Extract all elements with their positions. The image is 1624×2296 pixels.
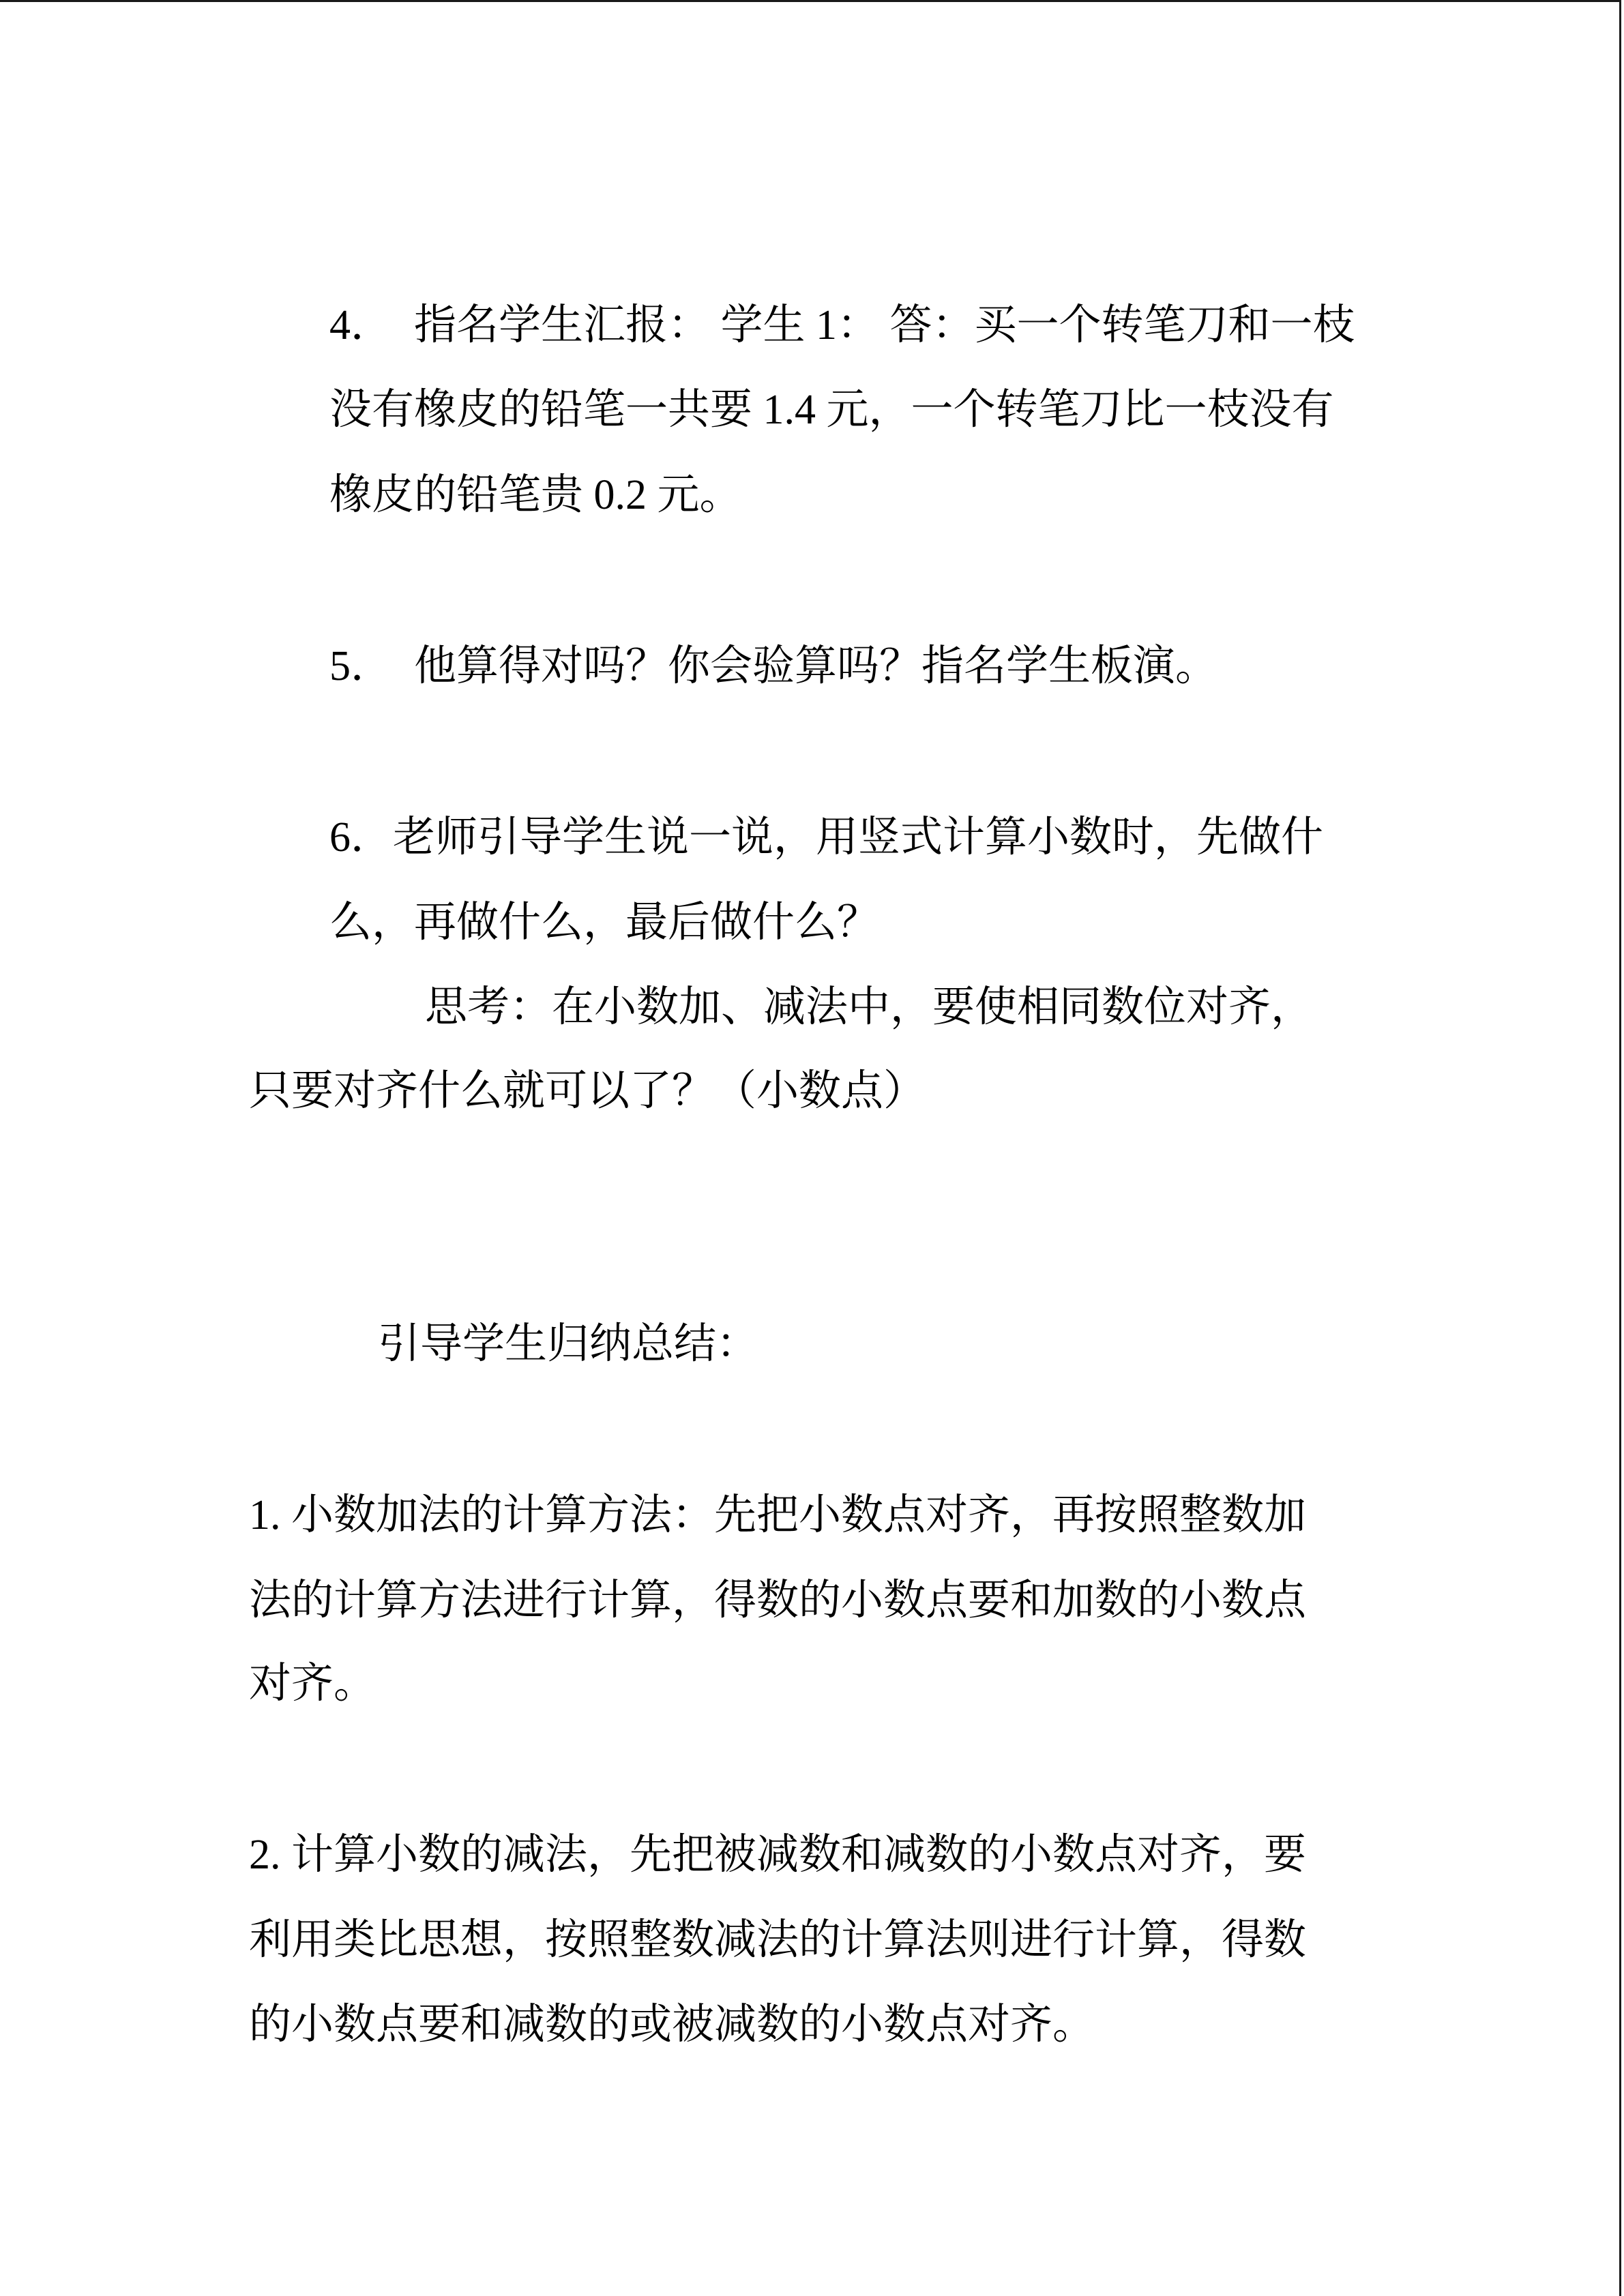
step-4-line-1: 4． 指名学生汇报： 学生 1： 答：买一个转笔刀和一枝 [329,302,1355,348]
rule-1-line-1: 1. 小数加法的计算方法：先把小数点对齐，再按照整数加 [249,1492,1307,1538]
summary-heading: 引导学生归纳总结： [378,1321,759,1367]
rule-2-line-1: 2. 计算小数的减法，先把被减数和减数的小数点对齐，要 [249,1832,1307,1878]
rule-1-line-3: 对齐。 [249,1660,377,1707]
step-6-line-1: 6．老师引导学生说一说，用竖式计算小数时，先做什 [329,814,1324,861]
step-4-line-2: 没有橡皮的铅笔一共要 1.4 元，一个转笔刀比一枝没有 [329,387,1334,433]
thinking-line-1: 思考：在小数加、减法中，要使相同数位对齐， [425,984,1314,1030]
rule-2-line-3: 的小数点要和减数的或被减数的小数点对齐。 [249,2001,1095,2048]
step-5-line-1: 5． 他算得对吗？你会验算吗？指名学生板演。 [329,643,1218,689]
step-4-line-3: 橡皮的铅笔贵 0.2 元。 [329,472,742,518]
rule-2-line-2: 利用类比思想，按照整数减法的计算法则进行计算，得数 [249,1917,1307,1963]
step-6-line-2: 么，再做什么，最后做什么？ [329,899,880,946]
thinking-line-2: 只要对齐什么就可以了？（小数点） [249,1068,926,1114]
rule-1-line-2: 法的计算方法进行计算，得数的小数点要和加数的小数点 [249,1577,1307,1624]
